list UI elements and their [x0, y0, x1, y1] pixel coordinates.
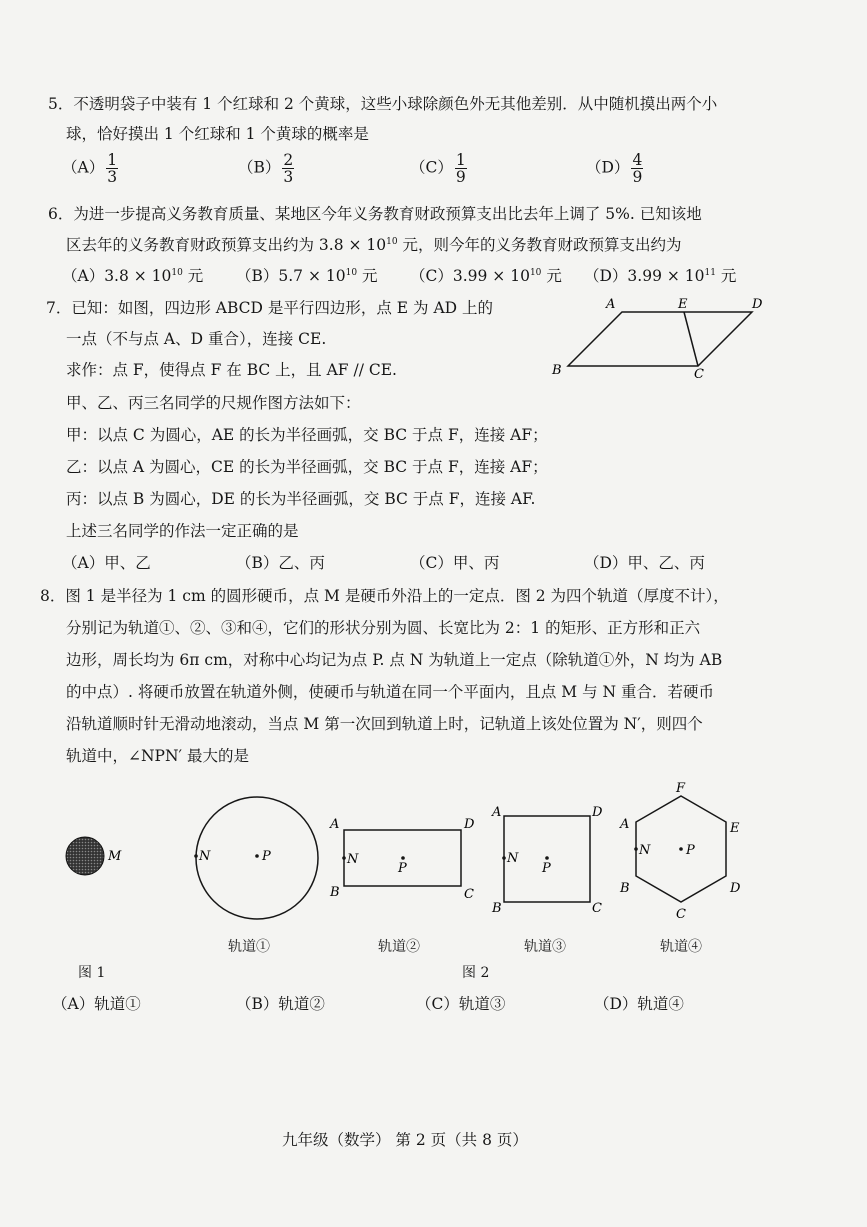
track-1-point-p — [255, 854, 259, 858]
q6-option-a: $(A)3.8 \times 10^{10}$ 元 — [62, 267, 204, 285]
track-1-circle — [186, 796, 322, 926]
coin-label-m: M — [108, 849, 122, 864]
q7-option-b: （B）乙、丙 — [236, 554, 325, 572]
q6-option-c: $(C)3.99 \times 10^{10}$ 元 — [410, 267, 562, 285]
track-4-caption: 轨道④ — [660, 939, 702, 955]
q7-question: 上述三名同学的作法一定正确的是 — [66, 522, 299, 540]
track-4-label-c: C — [676, 907, 686, 922]
label-a: A — [606, 297, 616, 312]
q8-stem-line4: 的中点）. 将硬币放置在轨道外侧，使硬币与轨道在同一个平面内，且点 M 与 N 重合．若硬币 — [66, 683, 714, 701]
fig2-caption: 图 2 — [462, 965, 490, 981]
segment-ce — [684, 312, 698, 366]
track-2-caption: 轨道② — [378, 939, 420, 955]
label-d: D — [752, 297, 763, 312]
track-4-label-n: N — [639, 843, 651, 858]
track-3-caption: 轨道③ — [524, 939, 566, 955]
track-2-label-b: B — [330, 885, 340, 900]
parallelogram-abcd — [568, 312, 752, 366]
track-1-caption: 轨道① — [228, 939, 270, 955]
q8-option-b: （B）轨道② — [236, 995, 325, 1013]
track-4-label-p: P — [686, 843, 695, 858]
track-2-label-n: N — [347, 852, 359, 867]
label-e: E — [678, 297, 688, 312]
q7-method-yi: 乙：以点 A 为圆心，CE 的长为半径画弧，交 BC 于点 F，连接 AF； — [66, 458, 548, 476]
q5-option-a: （A） $\frac{1}{3}$ — [62, 151, 118, 186]
q8-stem-line2: 分别记为轨道①、②、③和④，它们的形状分别为圆、长宽比为 2：1 的矩形、正方形和正六 — [66, 619, 701, 637]
track-2-label-p: P — [398, 861, 407, 876]
label-c: C — [694, 367, 704, 382]
q5-stem-line2: 球，恰好摸出 1 个红球和 1 个黄球的概率是 — [66, 125, 369, 143]
track-3-point-p — [545, 856, 549, 860]
q8-option-c: （C）轨道③ — [416, 995, 506, 1013]
track-3-label-c: C — [592, 901, 602, 916]
q8-stem-line3: 边形，周长均为 6π cm，对称中心均记为点 P. 点 N 为轨道上一定点（除轨道①外，N 均为 AB — [66, 651, 723, 669]
track-4-label-e: E — [730, 821, 740, 836]
q8-stem-line5: 沿轨道顺时针无滑动地滚动，当点 M 第一次回到轨道上时，记轨道上该处位置为 N′，则四个 — [66, 715, 703, 733]
fig1-caption: 图 1 — [78, 965, 106, 981]
track-3-label-b: B — [492, 901, 502, 916]
fig1-coin — [60, 832, 140, 882]
q6-option-d: $(D)3.99 \times 10^{11}$ 元 — [584, 267, 737, 285]
q7-option-a: （A）甲、乙 — [62, 554, 151, 572]
track-2-rectangle — [324, 812, 482, 904]
track-3-square — [488, 798, 614, 916]
q5-stem-line1: 5．不透明袋子中装有 1 个红球和 2 个黄球，这些小球除颜色外无其他差别．从中随机摸出两个小 — [48, 95, 718, 113]
track-4-label-d: D — [730, 881, 741, 896]
q6-option-b: $(B)5.7 \times 10^{10}$ 元 — [236, 267, 378, 285]
track-3-label-a: A — [492, 805, 502, 820]
q7-method-bing: 丙：以点 B 为圆心，DE 的长为半径画弧，交 BC 于点 F，连接 AF. — [66, 490, 536, 508]
track-4-point-n — [634, 847, 638, 851]
q6-stem-line2: 区去年的义务教育财政预算支出约为 $3.8 \times 10^{10}$ 元，则今年的义务教育财政预算支出约为 — [66, 236, 682, 254]
q7-option-c: （C）甲、丙 — [410, 554, 500, 572]
track-2-point-n — [342, 856, 346, 860]
track-2-point-p — [401, 856, 405, 860]
track-1-outline — [196, 797, 318, 919]
track-1-point-n — [194, 854, 198, 858]
q7-stem-line4: 甲、乙、丙三名同学的尺规作图方法如下： — [66, 394, 361, 412]
track-4-label-f: F — [676, 781, 686, 796]
q7-stem-line1: 7．已知：如图，四边形 ABCD 是平行四边形，点 E 为 AD 上的 — [46, 299, 494, 317]
q7-method-jia: 甲：以点 C 为圆心，AE 的长为半径画弧，交 BC 于点 F，连接 AF； — [66, 426, 548, 444]
q8-stem-line1: 8．图 1 是半径为 1 cm 的圆形硬币，点 M 是硬币外沿上的一定点．图 2 为四个轨道（厚度不计）， — [40, 587, 729, 605]
label-b: B — [552, 363, 562, 378]
q7-stem-line3: 求作：点 F，使得点 F 在 BC 上，且 AF // CE. — [66, 361, 397, 379]
q5-option-c: （C） $\frac{1}{9}$ — [410, 151, 466, 186]
track-4-label-a: A — [620, 817, 630, 832]
track-2-label-d: D — [464, 817, 475, 832]
coin-circle — [66, 837, 104, 875]
q5-option-b: （B） $\frac{2}{3}$ — [238, 151, 294, 186]
track-2-label-c: C — [464, 887, 474, 902]
track-4-hexagon — [614, 780, 754, 940]
q7-parallelogram-figure — [540, 292, 770, 382]
q7-stem-line2: 一点（不与点 A、D 重合），连接 CE. — [66, 330, 327, 348]
track-2-label-a: A — [330, 817, 340, 832]
q7-option-d: （D）甲、乙、丙 — [584, 554, 705, 572]
q6-stem-line1: 6．为进一步提高义务教育质量、某地区今年义务教育财政预算支出比去年上调了 5%. 已知该地 — [48, 205, 702, 223]
track-3-point-n — [502, 856, 506, 860]
q5-option-d: （D） $\frac{4}{9}$ — [586, 151, 643, 186]
page-footer: 九年级（数学） 第 2 页（共 8 页） — [282, 1131, 528, 1149]
track-3-label-d: D — [592, 805, 603, 820]
track-3-label-n: N — [507, 851, 519, 866]
track-1-label-p: P — [262, 849, 271, 864]
track-4-label-b: B — [620, 881, 630, 896]
q8-option-a: （A）轨道① — [52, 995, 141, 1013]
q8-stem-line6: 轨道中，∠NPN′ 最大的是 — [66, 747, 249, 765]
q8-option-d: （D）轨道④ — [594, 995, 684, 1013]
track-1-label-n: N — [199, 849, 211, 864]
track-4-point-p — [679, 847, 683, 851]
track-3-label-p: P — [542, 861, 551, 876]
